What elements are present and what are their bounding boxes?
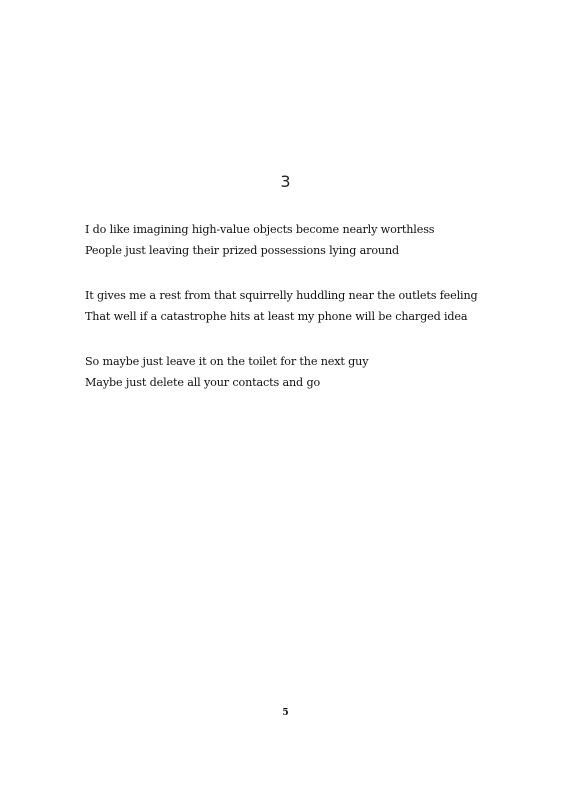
poem-line: So maybe just leave it on the toilet for the next guy <box>85 355 369 368</box>
stanza-2 <box>85 285 555 327</box>
stanza-3 <box>85 351 555 393</box>
poem-line: It gives me a rest from that squirrelly huddling near the outlets feeling <box>85 289 478 302</box>
poem-line: Maybe just delete all your contacts and go <box>85 376 321 389</box>
poem-line: That well if a catastrophe hits at least my phone will be charged idea <box>85 310 468 323</box>
poem-body <box>85 219 555 393</box>
stanza-1 <box>85 219 555 261</box>
poem-line: I do like imagining high-value objects become nearly worthless <box>85 223 435 236</box>
page-number: 5 <box>282 708 289 718</box>
poem-line: People just leaving their prized possessions lying around <box>85 244 400 257</box>
section-number: 3 <box>280 172 291 191</box>
